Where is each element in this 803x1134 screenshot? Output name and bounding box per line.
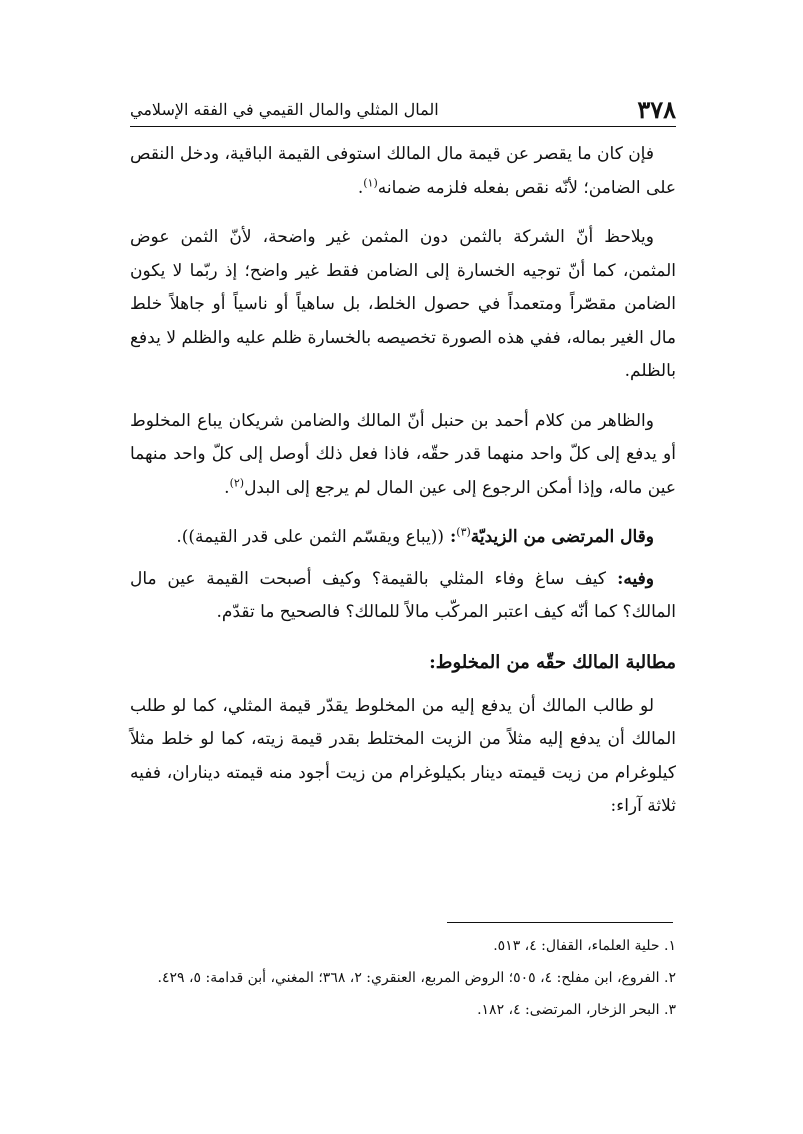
footnote-ref-1: (١) [363,175,378,189]
running-title: المال المثلي والمال القيمي في الفقه الإسلامي [130,100,439,119]
paragraph-1-tail: . [357,177,364,198]
paragraph-1 [130,138,676,205]
paragraph-3-tail: . [224,477,230,498]
paragraph-5-text: كيف ساغ وفاء المثلي بالقيمة؟ وكيف أصبحت القيمة عين مال المالك؟ كما أنّه كيف اعتبر المركّب مالاً للمالك؟ فالصحيح ما تقدّم. [130,568,676,622]
page-header [130,86,676,127]
footnote-ref-3: (٣) [456,525,471,539]
footnote-ref-2: (٢) [229,475,245,489]
paragraph-2: ويلاحظ أنّ الشركة بالثمن دون المثمن غير واضحة، لأنّ الثمن عوض المثمن، كما أنّ توجيه الخسارة إلى الضامن فقط غير واضح؛ إذ ربّما لا يكون الضامن مقصّراً ومتعمداً في حصول الخلط، بل ساهياً أو ناسياً أو جاهلاً خلط مال الغير بماله، ففي هذه الصورة تخصيصه بالخسارة ظلم عليه والظلم لا يدفع بالظلم. [130,227,676,381]
paragraph-3 [130,405,676,506]
footnote-3: ٣. البحر الزخار، المرتضى: ٤، ١٨٢. [477,1002,676,1018]
paragraph-1-text: فإن كان ما يقصر عن قيمة مال المالك استوفى القيمة الباقية، ودخل النقص على الضامن؛ لأنّه نقص بفعله فلزمه ضمانه [130,144,676,198]
paragraph-6: لو طالب المالك أن يدفع إليه من المخلوط يقدّر قيمة المثلي، كما لو طلب المالك أن يدفع إليه مثلاً من الزيت المختلط بقدر قيمة زيته، كما لو خلط مثلاً كيلوغرام من زيت قيمته دينار بكيلوغرام من زيت أجود منه قيمته ديناران، ففيه ثلاثة آراء: [130,695,676,816]
main-text [130,138,676,840]
page-number: ٣٧٨ [637,95,676,124]
paragraph-4 [130,521,676,555]
footnote-2: ٢. الفروع، ابن مفلح: ٤، ٥٠٥؛ الروض المربع، العنقري: ٢، ٣٦٨؛ المغني، أبن قدامة: ٥، ٤٢٩. [157,970,676,986]
footnotes [130,932,676,1028]
footnote-1: ١. حلية العلماء، القفال: ٤، ٥١٣. [493,938,676,954]
paragraph-5 [130,563,676,630]
paragraph-4-colon: : [444,527,457,547]
paragraph-4-text: ((يباع ويقسّم الثمن على قدر القيمة)). [176,527,445,547]
paragraph-4-lead: وقال المرتضى من الزيديّة [470,527,654,547]
paragraph-5-lead: وفيه: [605,568,654,589]
paragraph-3-text: والظاهر من كلام أحمد بن حنبل أنّ المالك والضامن شريكان يباع المخلوط أو يدفع إلى كلّ واحد منهما قدر حقّه، فاذا فعل ذلك أوصل إلى كلّ واحد منهما عين ماله، وإذا أمكن الرجوع إلى عين المال لم يرجع إلى البدل [130,410,676,498]
footnote-divider [447,922,673,923]
section-heading: مطالبة المالك حقّه من المخلوط: [429,651,676,673]
